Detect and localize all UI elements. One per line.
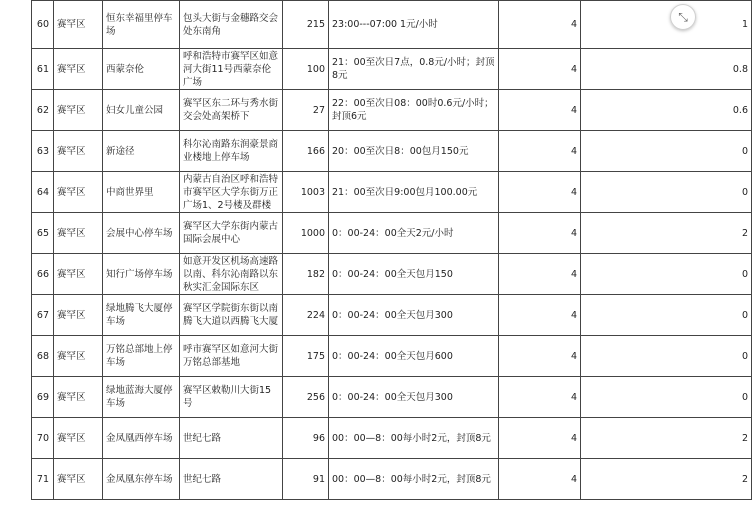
row-number: 66 [32, 254, 54, 295]
address-cell: 赛罕区敕勒川大街15号 [180, 377, 283, 418]
row-number: 71 [32, 459, 54, 500]
fee-cell: 00：00—8：00每小时2元，封顶8元 [329, 418, 499, 459]
spaces-cell: 215 [283, 1, 329, 49]
district-cell: 赛罕区 [54, 49, 103, 90]
spaces-cell: 1003 [283, 172, 329, 213]
district-cell: 赛罕区 [54, 90, 103, 131]
address-cell: 赛罕区大学东街内蒙古国际会展中心 [180, 213, 283, 254]
district-cell: 赛罕区 [54, 172, 103, 213]
district-cell: 赛罕区 [54, 213, 103, 254]
row-number: 61 [32, 49, 54, 90]
table-row [32, 172, 752, 213]
address-cell: 如意开发区机场高速路以南、科尔沁南路以东秋实汇金国际东区 [180, 254, 283, 295]
value-b-cell: 2 [581, 418, 752, 459]
table-row [32, 336, 752, 377]
parking-name-cell: 新途径 [103, 131, 180, 172]
parking-name-cell: 恒东幸福里停车场 [103, 1, 180, 49]
district-cell: 赛罕区 [54, 418, 103, 459]
value-a-cell: 4 [499, 418, 581, 459]
parking-name-cell: 金凤凰西停车场 [103, 418, 180, 459]
spaces-cell: 100 [283, 49, 329, 90]
value-b-cell: 2 [581, 459, 752, 500]
fee-cell: 23:00---07:00 1元/小时 [329, 1, 499, 49]
fee-cell: 0：00-24：00全天包月150 [329, 254, 499, 295]
spaces-cell: 224 [283, 295, 329, 336]
value-a-cell: 4 [499, 49, 581, 90]
table-row [32, 213, 752, 254]
table-row [32, 418, 752, 459]
row-number: 67 [32, 295, 54, 336]
parking-table [31, 0, 752, 500]
row-number: 68 [32, 336, 54, 377]
district-cell: 赛罕区 [54, 377, 103, 418]
table-body [32, 1, 752, 500]
address-cell: 呼市赛罕区如意河大街万铭总部基地 [180, 336, 283, 377]
district-cell: 赛罕区 [54, 254, 103, 295]
fee-cell: 22：00至次日08：00时0.6元/小时；封顶6元 [329, 90, 499, 131]
parking-name-cell: 中商世界里 [103, 172, 180, 213]
address-cell: 世纪七路 [180, 459, 283, 500]
spaces-cell: 1000 [283, 213, 329, 254]
value-b-cell: 0 [581, 254, 752, 295]
fee-cell: 21：00至次日7点，0.8元/小时；封顶8元 [329, 49, 499, 90]
value-b-cell: 0 [581, 377, 752, 418]
value-a-cell: 4 [499, 131, 581, 172]
parking-name-cell: 万铭总部地上停车场 [103, 336, 180, 377]
table-row [32, 90, 752, 131]
row-number: 63 [32, 131, 54, 172]
fee-cell: 00：00—8：00每小时2元，封顶8元 [329, 459, 499, 500]
district-cell: 赛罕区 [54, 459, 103, 500]
value-a-cell: 4 [499, 254, 581, 295]
address-cell: 包头大街与金穗路交会处东南角 [180, 1, 283, 49]
row-number: 64 [32, 172, 54, 213]
fee-cell: 0：00-24：00全天包月600 [329, 336, 499, 377]
spaces-cell: 166 [283, 131, 329, 172]
value-b-cell: 0.8 [581, 49, 752, 90]
row-number: 69 [32, 377, 54, 418]
spaces-cell: 175 [283, 336, 329, 377]
value-a-cell: 4 [499, 90, 581, 131]
fee-cell: 0：00-24：00全天包月300 [329, 377, 499, 418]
address-cell: 内蒙古自治区呼和浩特市赛罕区大学东街万正广场1、2号楼及群楼 [180, 172, 283, 213]
spaces-cell: 256 [283, 377, 329, 418]
value-a-cell: 4 [499, 1, 581, 49]
table-row [32, 49, 752, 90]
value-a-cell: 4 [499, 295, 581, 336]
value-b-cell: 2 [581, 213, 752, 254]
value-b-cell: 0 [581, 336, 752, 377]
address-cell: 赛罕区东二环与秀水街交会处高架桥下 [180, 90, 283, 131]
table-row [32, 1, 752, 49]
value-b-cell: 1 [581, 1, 752, 49]
table-row [32, 131, 752, 172]
parking-name-cell: 会展中心停车场 [103, 213, 180, 254]
table-row [32, 377, 752, 418]
value-a-cell: 4 [499, 172, 581, 213]
expand-arrows-icon[interactable]: ⤡ [670, 4, 696, 30]
value-a-cell: 4 [499, 377, 581, 418]
parking-name-cell: 金凤凰东停车场 [103, 459, 180, 500]
parking-name-cell: 绿地蓝海大厦停车场 [103, 377, 180, 418]
value-a-cell: 4 [499, 336, 581, 377]
fee-cell: 20：00至次日8：00包月150元 [329, 131, 499, 172]
parking-name-cell: 知行广场停车场 [103, 254, 180, 295]
fee-cell: 0：00-24：00全天包月300 [329, 295, 499, 336]
row-number: 60 [32, 1, 54, 49]
row-number: 65 [32, 213, 54, 254]
district-cell: 赛罕区 [54, 131, 103, 172]
district-cell: 赛罕区 [54, 336, 103, 377]
value-a-cell: 4 [499, 213, 581, 254]
row-number: 62 [32, 90, 54, 131]
value-b-cell: 0.6 [581, 90, 752, 131]
spaces-cell: 96 [283, 418, 329, 459]
parking-name-cell: 西蒙奈伦 [103, 49, 180, 90]
address-cell: 呼和浩特市赛罕区如意河大街11号西蒙奈伦广场 [180, 49, 283, 90]
fee-cell: 0：00-24：00全天2元/小时 [329, 213, 499, 254]
table-row [32, 295, 752, 336]
address-cell: 世纪七路 [180, 418, 283, 459]
fee-cell: 21：00至次日9:00包月100.00元 [329, 172, 499, 213]
spaces-cell: 182 [283, 254, 329, 295]
district-cell: 赛罕区 [54, 295, 103, 336]
address-cell: 赛罕区学院街东街以南腾飞大道以西腾飞大厦 [180, 295, 283, 336]
value-b-cell: 0 [581, 172, 752, 213]
district-cell: 赛罕区 [54, 1, 103, 49]
row-number: 70 [32, 418, 54, 459]
table-row [32, 254, 752, 295]
parking-name-cell: 绿地腾飞大厦停车场 [103, 295, 180, 336]
value-a-cell: 4 [499, 459, 581, 500]
table-row [32, 459, 752, 500]
value-b-cell: 0 [581, 295, 752, 336]
value-b-cell: 0 [581, 131, 752, 172]
spaces-cell: 27 [283, 90, 329, 131]
address-cell: 科尔沁南路东润豪景商业楼地上停车场 [180, 131, 283, 172]
spaces-cell: 91 [283, 459, 329, 500]
parking-name-cell: 妇女儿童公园 [103, 90, 180, 131]
